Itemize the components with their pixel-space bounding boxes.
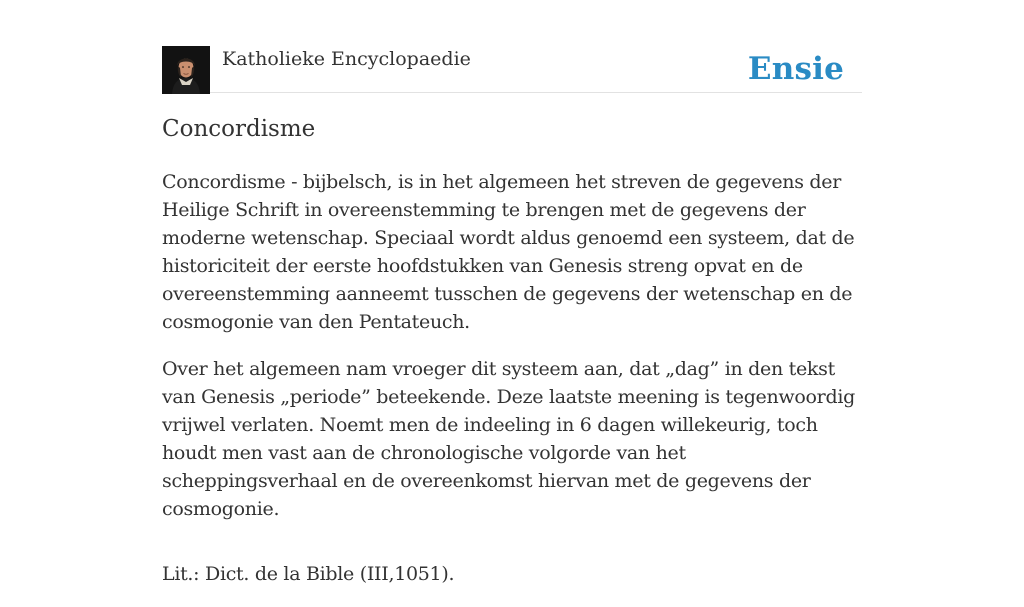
portrait-avatar-icon[interactable] — [162, 46, 210, 94]
article-title: Concordisme — [162, 116, 316, 142]
portrait-avatar-image — [162, 46, 210, 94]
article-paragraph-2: Over het algemeen nam vroeger dit systeem aan, dat „dag” in den tekst van Genesis „periode” beteekende. Deze laatste meening is tegenwoordig vrijwel verlaten. Noemt men de indeeling in 6 dagen willekeurig, toch houdt men vast aan de chronologische volgorde van het scheppingsverhaal en de overeenkomst hiervan met de gegevens der cosmogonie. — [162, 358, 855, 520]
article-page — [162, 0, 862, 585]
site-header — [162, 46, 862, 93]
site-title[interactable]: Katholieke Encyclopaedie — [222, 48, 471, 70]
article-paragraph-1: Concordisme - bijbelsch, is in het algemeen het streven de gegevens der Heilige Schrift in overeenstemming te brengen met de gegevens der moderne wetenschap. Speciaal wordt aldus genoemd een systeem, dat de historiciteit der eerste hoofdstukken van Genesis streng opvat en de overeenstemming aanneemt tusschen de gegevens der wetenschap en de cosmogonie van den Pentateuch. — [162, 171, 855, 333]
article-body — [162, 168, 862, 607]
literature-reference: Lit.: Dict. de la Bible (III,1051). — [162, 563, 455, 585]
brand-logo[interactable]: Ensie — [747, 51, 844, 87]
